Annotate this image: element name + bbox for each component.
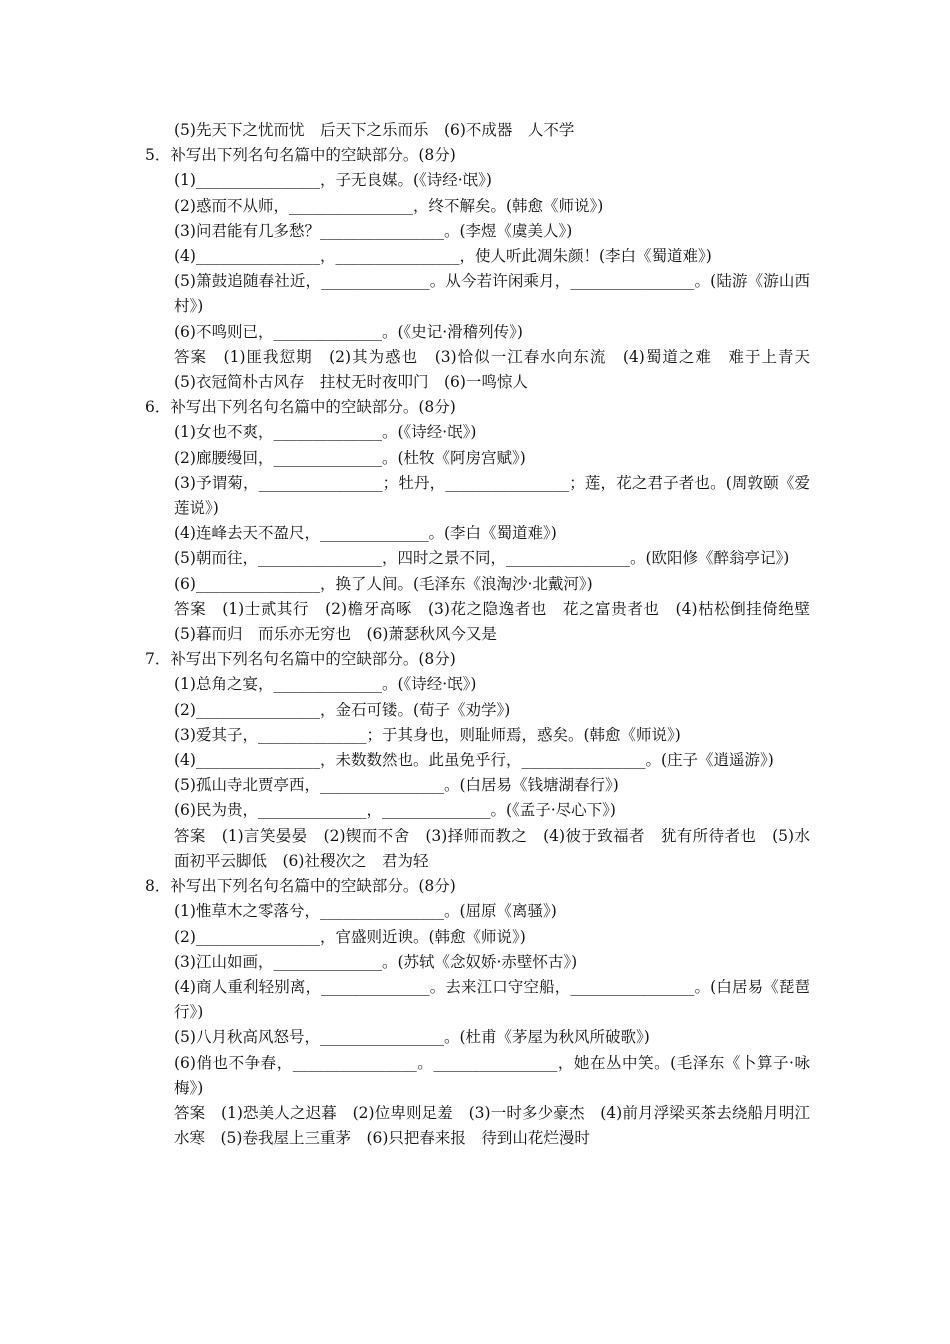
fill-blank-item: (6)俏也不争春，________________。________________，她在丛中笑。(毛泽东《卜算子·咏梅》) [174, 1053, 810, 1097]
question-title: 7．补写出下列名句名篇中的空缺部分。(8分) [145, 650, 456, 669]
answer-key: 答案 (1)恐美人之迟暮 (2)位卑则足羞 (3)一时多少豪杰 (4)前月浮梁买茶去绕船月明江水寒 (5)卷我屋上三重茅 (6)只把春来报 待到山花烂漫时 [174, 1103, 810, 1148]
fill-blank-item: (2)________________，官盛则近谀。(韩愈《师说》) [174, 927, 526, 946]
question-title: 6．补写出下列名句名篇中的空缺部分。(8分) [145, 398, 456, 417]
fill-blank-item: (4)________________，未数数然也。此虽免乎行，________________。(庄子《逍遥游》) [174, 751, 774, 770]
fill-blank-item: (1)总角之宴，______________。(《诗经·氓》) [174, 675, 477, 694]
fill-blank-item: (2)惑而不从师，________________，终不解矣。(韩愈《师说》) [174, 196, 604, 215]
fill-blank-item: (1)惟草木之零落兮，________________。(屈原《离骚》) [174, 902, 557, 921]
fill-blank-item: (2)________________，金石可镂。(荀子《劝学》) [174, 700, 511, 719]
question-6 [145, 395, 826, 647]
fill-blank-item: (5)箫鼓追随春社近，______________。从今若许闲乘月，________________。(陆游《游山西村》) [174, 272, 810, 316]
fill-blank-item: (3)爱其子，______________；于其身也，则耻师焉，惑矣。(韩愈《师说》) [174, 725, 681, 744]
question-8 [145, 874, 810, 1151]
answer-key: 答案 (1)士贰其行 (2)檐牙高啄 (3)花之隐逸者也 花之富贵者也 (4)枯松倒挂倚绝壁 (5)暮而归 而乐亦无穷也 (6)萧瑟秋风今又是 [174, 599, 826, 644]
fill-blank-item: (4)连峰去天不盈尺，______________。(李白《蜀道难》) [174, 524, 557, 543]
fill-blank-item: (3)问君能有几多愁？________________。(李煜《虞美人》) [174, 221, 573, 240]
fill-blank-item: (5)孤山寺北贾亭西，________________。(白居易《钱塘湖春行》) [174, 776, 619, 795]
fill-blank-item: (6)民为贵，______________，______________。(《孟子·尽心下》) [174, 801, 616, 820]
question-title: 8．补写出下列名句名篇中的空缺部分。(8分) [145, 877, 456, 896]
fill-blank-item: (1)女也不爽，______________。(《诗经·氓》) [174, 423, 477, 442]
fill-blank-item: (6)________________，换了人间。(毛泽东《浪淘沙·北戴河》) [174, 574, 593, 593]
answer-key: 答案 (1)匪我愆期 (2)其为惑也 (3)恰似一江春水向东流 (4)蜀道之难 难于上青天 (5)衣冠简朴古风存 拄杖无时夜叩门 (6)一鸣惊人 [174, 347, 826, 392]
fill-blank-item: (2)廊腰缦回，______________。(杜牧《阿房宫赋》) [174, 448, 526, 467]
document-body [145, 118, 826, 1151]
fill-blank-item: (3)江山如画，______________。(苏轼《念奴娇·赤壁怀古》) [174, 952, 578, 971]
fill-blank-item: (6)不鸣则已，______________。(《史记·滑稽列传》) [174, 322, 523, 341]
prev-answer-continuation: (5)先天下之忧而忧 后天下之乐而乐 (6)不成器 人不学 [174, 121, 575, 139]
fill-blank-item: (1)________________，子无良媒。(《诗经·氓》) [174, 171, 492, 190]
question-7 [145, 647, 810, 874]
question-5 [145, 143, 826, 395]
fill-blank-item: (4)商人重利轻别离，______________。去来江口守空船，________________。(白居易《琵琶行》) [174, 977, 810, 1022]
fill-blank-item: (4)________________，________________，使人听此凋朱颜！(李白《蜀道难》) [174, 247, 712, 266]
fill-blank-item: (5)八月秋高风怒号，________________。(杜甫《茅屋为秋风所破歌》) [174, 1028, 650, 1047]
fill-blank-item: (5)朝而往，________________，四时之景不同，________________。(欧阳修《醉翁亭记》) [174, 549, 790, 568]
question-list [145, 143, 826, 1151]
answer-key: 答案 (1)言笑晏晏 (2)锲而不舍 (3)择师而教之 (4)彼于致福者 犹有所待者也 (5)水面初平云脚低 (6)社稷次之 君为轻 [174, 826, 810, 870]
fill-blank-item: (3)予谓菊，________________；牡丹，________________；莲，花之君子者也。(周敦颐《爱莲说》) [174, 473, 810, 518]
question-title: 5．补写出下列名句名篇中的空缺部分。(8分) [145, 146, 456, 165]
